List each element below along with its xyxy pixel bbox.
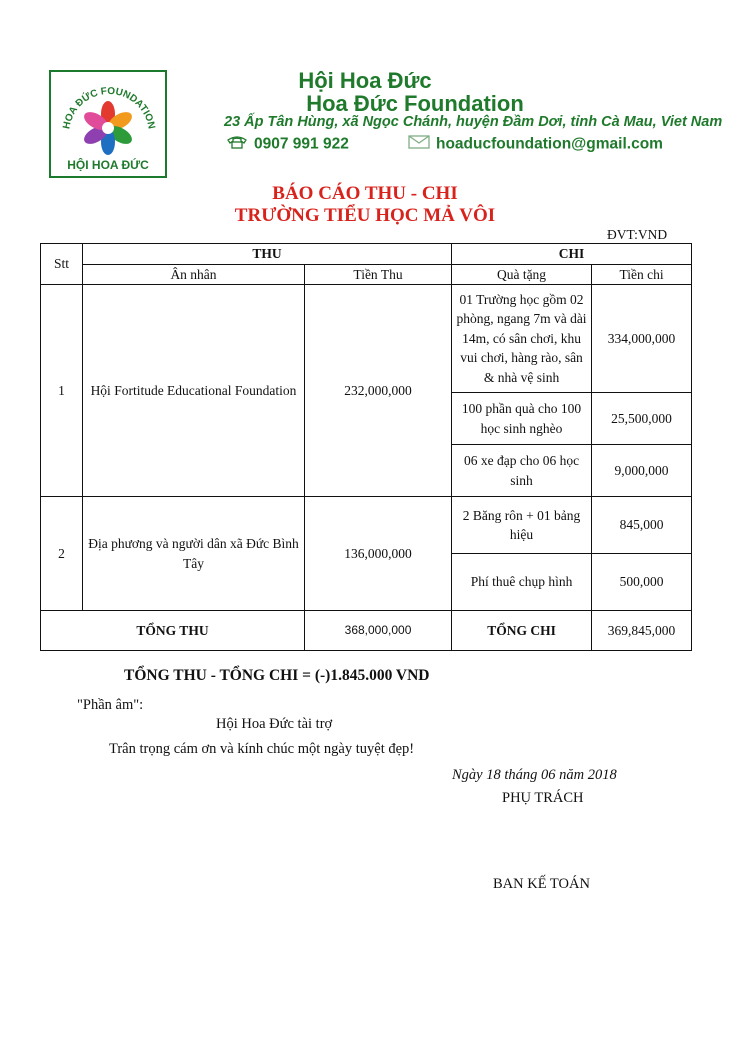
- row-gift: 100 phần quà cho 100 học sinh nghèo: [452, 393, 592, 445]
- sponsor-text: Hội Hoa Đức tài trợ: [216, 716, 333, 732]
- row-donor: Địa phương và người dân xã Đức Bình Tây: [83, 497, 305, 611]
- logo-arc-text: HOA ĐỨC FOUNDATION: [61, 85, 157, 130]
- report-title: BÁO CÁO THU - CHI: [272, 183, 458, 204]
- row-income: 136,000,000: [305, 497, 452, 611]
- telephone-icon: [226, 135, 248, 154]
- row-amount: 845,000: [592, 497, 692, 554]
- report-subtitle: TRƯỜNG TIỂU HỌC MẢ VÔI: [234, 205, 496, 226]
- total-expense-label: TỔNG CHI: [452, 611, 592, 651]
- thanks-text: Trân trọng cám ơn và kính chúc một ngày tuyệt đẹp!: [109, 741, 415, 757]
- header-chi: CHI: [452, 244, 692, 265]
- header-tien-chi: Tiền chi: [592, 264, 692, 285]
- header-qua-tang: Quà tặng: [452, 264, 592, 285]
- row-amount: 334,000,000: [592, 285, 692, 393]
- row-amount: 500,000: [592, 554, 692, 611]
- row-gift: 2 Băng rôn + 01 bảng hiệu: [452, 497, 592, 554]
- header-tien-thu: Tiền Thu: [305, 264, 452, 285]
- row-amount: 9,000,000: [592, 445, 692, 497]
- totals-row: [41, 611, 692, 651]
- total-income-label: TỔNG THU: [41, 611, 305, 651]
- header-stt: Stt: [41, 244, 83, 285]
- report-date: Ngày 18 tháng 06 năm 2018: [452, 767, 617, 783]
- deficit-note-label: "Phần âm":: [77, 697, 144, 713]
- email-contact: [408, 135, 663, 154]
- row-gift: 06 xe đạp cho 06 học sinh: [452, 445, 592, 497]
- header-thu: THU: [83, 244, 452, 265]
- row-income: 232,000,000: [305, 285, 452, 497]
- lotus-logo-icon: [51, 72, 165, 176]
- table-row: [41, 497, 692, 554]
- logo-bottom-text: HỘI HOA ĐỨC: [67, 158, 149, 172]
- accountant-label: BAN KẾ TOÁN: [493, 876, 590, 892]
- total-income-value: 368,000,000: [305, 611, 452, 651]
- income-expense-table: [40, 243, 692, 651]
- responsible-label: PHỤ TRÁCH: [502, 790, 584, 806]
- total-expense-value: 369,845,000: [592, 611, 692, 651]
- row-stt: 1: [41, 285, 83, 497]
- phone-number: 0907 991 922: [254, 135, 349, 153]
- row-donor: Hội Fortitude Educational Foundation: [83, 285, 305, 497]
- email-address: hoaducfoundation@gmail.com: [436, 135, 663, 153]
- phone-contact: [226, 135, 349, 154]
- row-gift: 01 Trường học gồm 02 phòng, ngang 7m và dài 14m, có sân chơi, khu vui chơi, hàng rào, sân & nhà vệ sinh: [452, 285, 592, 393]
- balance-summary: TỔNG THU - TỔNG CHI = (-)1.845.000 VND: [124, 667, 430, 684]
- org-address: 23 Ấp Tân Hùng, xã Ngọc Chánh, huyện Đầm Dơi, tỉnh Cà Mau, Viet Nam: [224, 114, 723, 130]
- row-amount: 25,500,000: [592, 393, 692, 445]
- org-name-vn: Hội Hoa Đức: [298, 68, 432, 93]
- currency-unit: ĐVT:VND: [607, 227, 668, 242]
- row-stt: 2: [41, 497, 83, 611]
- row-gift: Phí thuê chụp hình: [452, 554, 592, 611]
- header-an-nhan: Ân nhân: [83, 264, 305, 285]
- table-row: [41, 285, 692, 393]
- org-name-en: Hoa Đức Foundation: [306, 91, 524, 116]
- envelope-icon: [408, 135, 430, 154]
- foundation-logo: [49, 70, 167, 178]
